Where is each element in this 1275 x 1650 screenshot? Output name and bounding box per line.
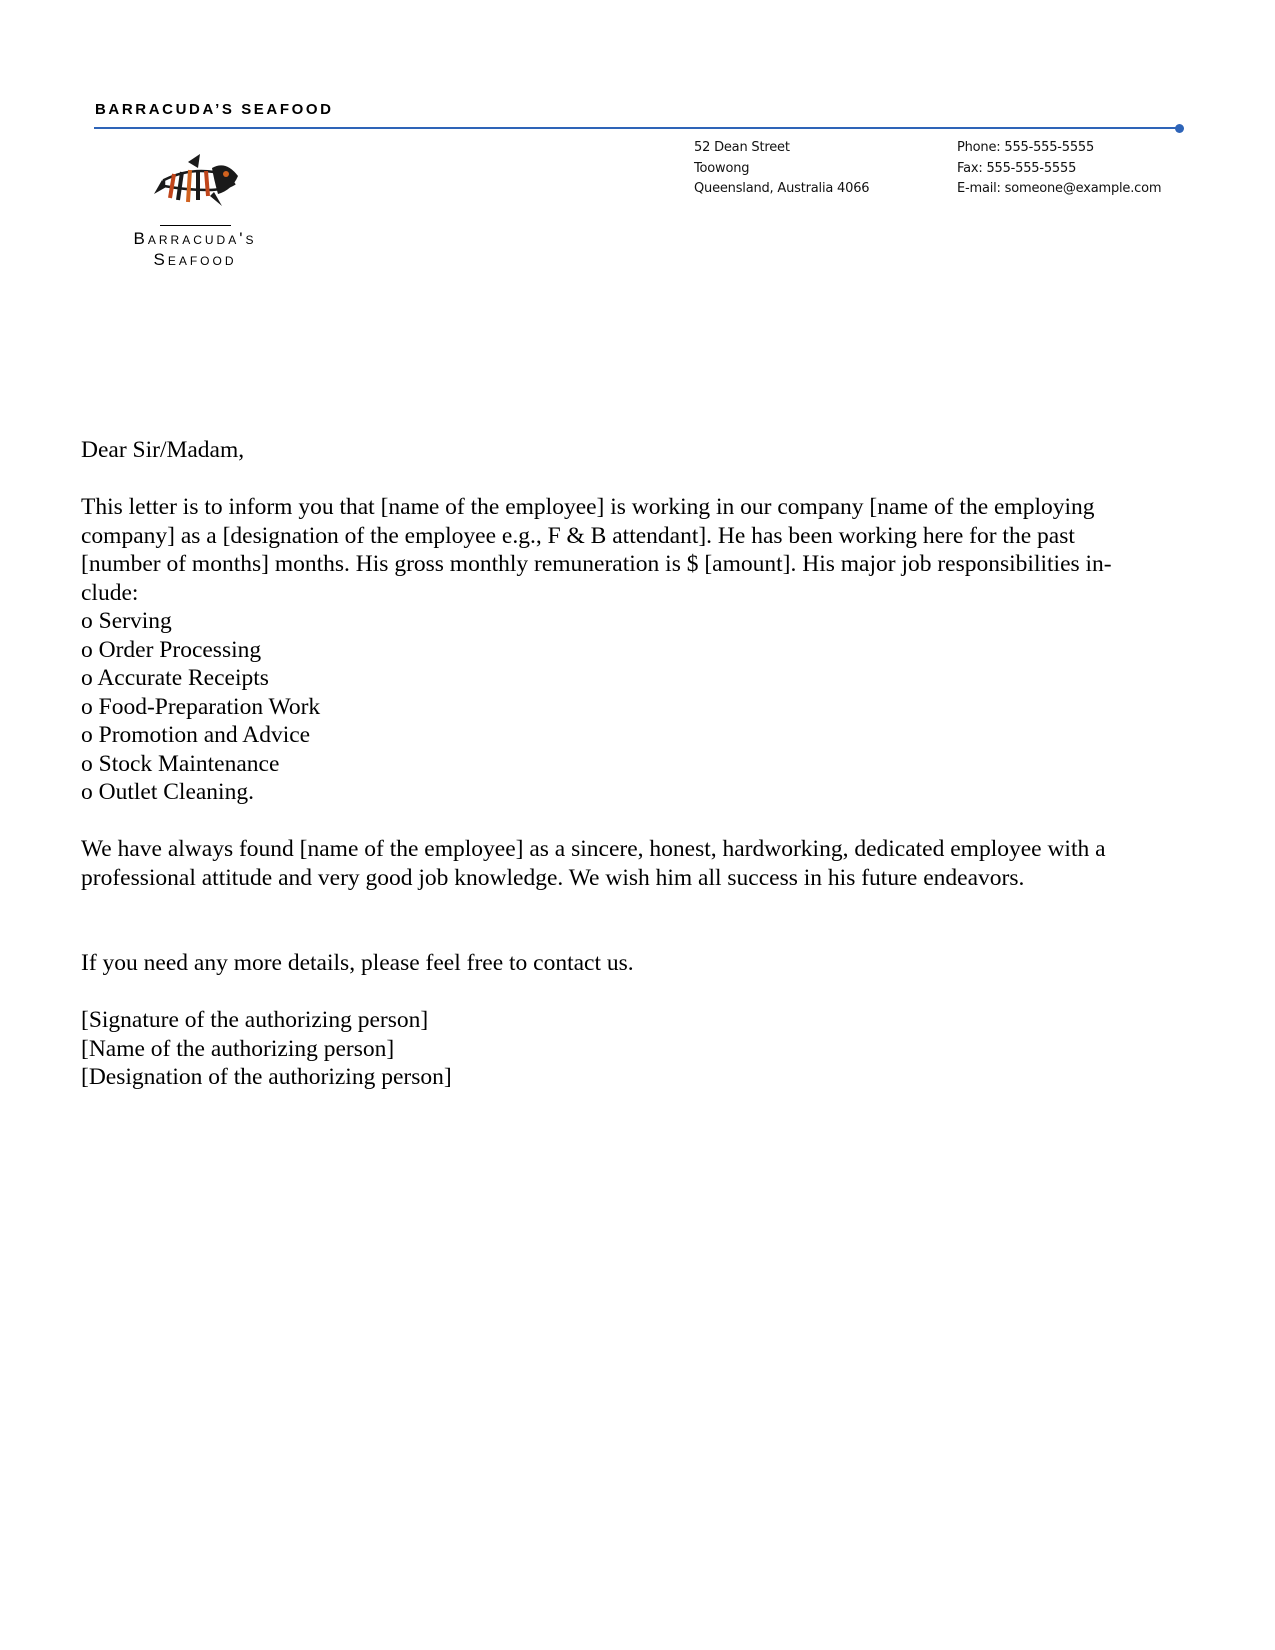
salutation: Dear Sir/Madam, (81, 437, 245, 463)
closing-line: If you need any more details, please feel free to contact us. (81, 950, 634, 976)
contact-email: E-mail: someone@example.com (957, 181, 1162, 196)
company-address (694, 138, 869, 200)
responsibilities-list (81, 607, 1201, 807)
company-contact (957, 138, 1161, 200)
logo-rib (188, 170, 190, 202)
signer-name-line: [Name of the authorizing person] (81, 1035, 395, 1062)
contact-phone: Phone: 555-555-5555 (957, 140, 1095, 155)
intro-paragraph (81, 493, 1201, 607)
contact-fax: Fax: 555-555-5555 (957, 160, 1077, 176)
logo-fin (210, 192, 222, 206)
spacer (81, 892, 1201, 949)
address-street: 52 Dean Street (694, 140, 790, 155)
address-suburb: Toowong (694, 160, 750, 176)
letter-body (81, 436, 1201, 1092)
logo-eye (223, 171, 229, 177)
logo-fin (188, 154, 200, 168)
header-rule (94, 127, 1180, 129)
signature-line: [Signature of the authorizing person] (81, 1007, 429, 1033)
signer-designation-line: [Designation of the authorizing person] (81, 1064, 452, 1090)
list-item: o Promotion and Advice (81, 722, 311, 748)
fish-skeleton-logo-icon (148, 150, 242, 226)
list-item: o Stock Maintenance (81, 750, 280, 777)
logo-name-line2: Seafood (153, 250, 237, 269)
intro-line: clude: (81, 579, 139, 606)
list-item: o Serving (81, 608, 172, 634)
spacer (81, 978, 1201, 1007)
signature-block (81, 1006, 1201, 1092)
evaluation-line: professional attitude and very good job knowledge. We wish him all success in his future endeavors. (81, 864, 1025, 891)
list-item: o Food-Preparation Work (81, 693, 321, 720)
evaluation-paragraph (81, 835, 1201, 892)
logo-name-line1: Barracuda's (133, 229, 257, 248)
list-item: o Order Processing (81, 636, 262, 663)
company-heading: BARRACUDA’S SEAFOOD (95, 101, 334, 118)
logo-wordmark (100, 228, 290, 270)
header-rule-dot (1175, 124, 1184, 133)
evaluation-line: We have always found [name of the employee] as a sincere, honest, hardworking, dedicated employee with a (81, 836, 1106, 862)
intro-line: [number of months] months. His gross monthly remuneration is $ [amount]. His major job responsibilities in- (81, 551, 1112, 577)
address-state: Queensland, Australia 4066 (694, 181, 870, 196)
logo-rib (206, 171, 208, 196)
intro-line: company] as a [designation of the employee e.g., F & B attendant]. He has been working here for the past (81, 522, 1075, 549)
list-item: o Accurate Receipts (81, 665, 269, 691)
spacer (81, 807, 1201, 836)
list-item: o Outlet Cleaning. (81, 779, 254, 805)
logo-underline (160, 225, 231, 226)
intro-line: This letter is to inform you that [name of the employee] is working in our company [name of the employing (81, 494, 1095, 520)
